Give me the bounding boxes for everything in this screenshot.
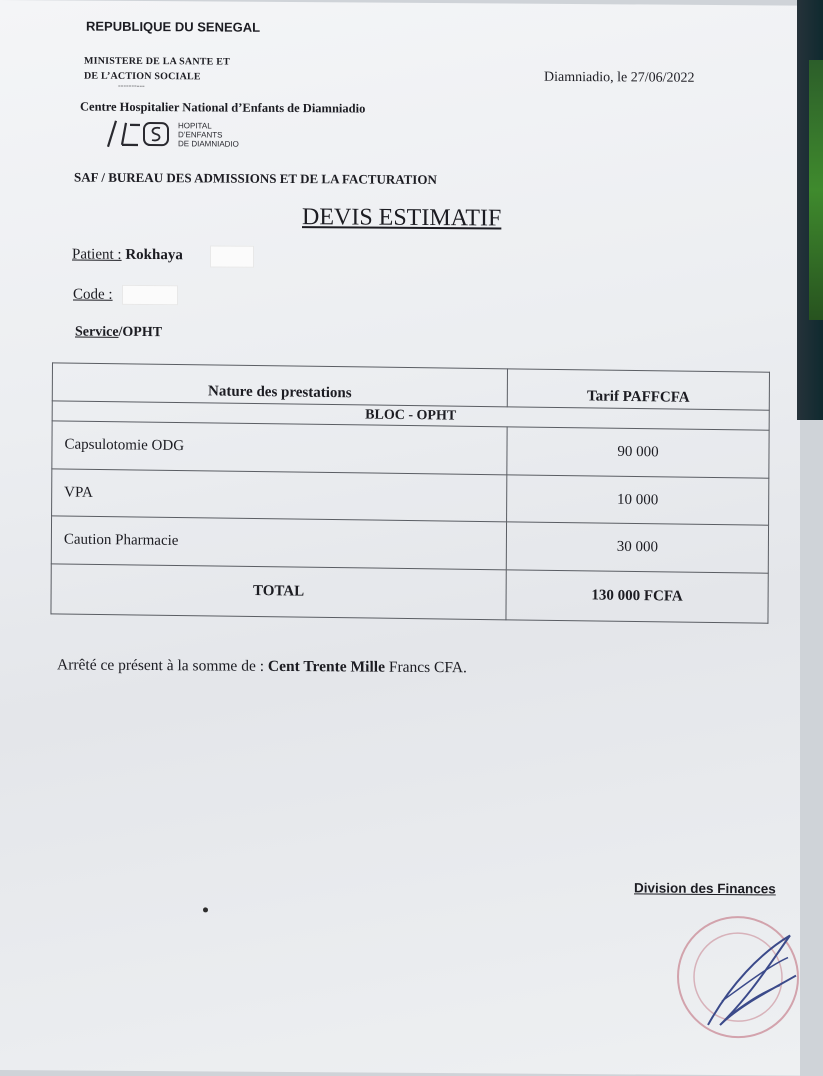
signature-block-title: Division des Finances <box>634 880 776 897</box>
official-stamp-icon <box>660 905 800 1046</box>
total-label: TOTAL <box>51 563 506 619</box>
ministry-line-1: MINISTERE DE LA SANTE ET <box>84 55 230 68</box>
ink-dot <box>203 907 208 912</box>
section-label: BLOC - OPHT <box>52 401 769 431</box>
service-field <box>75 325 162 342</box>
summary-amount: Cent Trente Mille <box>267 657 385 676</box>
row-label: Caution Pharmacie <box>51 516 506 569</box>
hospital-logo-icon <box>102 117 174 152</box>
country-heading: REPUBLIQUE DU SENEGAL <box>86 18 261 35</box>
row-amount: 90 000 <box>507 427 769 478</box>
separator: ---------- <box>118 80 145 91</box>
row-amount: 10 000 <box>507 475 769 526</box>
estimate-table <box>50 362 770 623</box>
col-header-nature: Nature des prestations <box>52 363 507 407</box>
patient-value: Rokhaya <box>125 246 183 264</box>
hospital-name: Centre Hospitalier National d’Enfants de Diamniadio <box>80 99 366 116</box>
patient-redaction <box>210 245 254 267</box>
patient-label: Patient : <box>72 246 122 263</box>
summary-prefix: Arrêté ce présent à la somme de : <box>57 656 265 675</box>
row-amount: 30 000 <box>506 522 768 573</box>
logo-caption: HOPITAL D’ENFANTS DE DIAMNIADIO <box>178 121 239 149</box>
document-date: Diamniadio, le 27/06/2022 <box>544 69 695 86</box>
office-heading: SAF / BUREAU DES ADMISSIONS ET DE LA FACTURATION <box>74 169 437 188</box>
code-redaction <box>122 285 178 305</box>
row-label: Capsulotomie ODG <box>52 421 507 474</box>
service-label: Service <box>75 324 119 340</box>
background-green-edge <box>809 60 823 320</box>
total-amount: 130 000 FCFA <box>506 569 768 623</box>
ministry-line-2: DE L’ACTION SOCIALE <box>84 70 201 83</box>
patient-field <box>72 247 183 265</box>
col-header-tarif: Tarif PAFFCFA <box>507 369 769 411</box>
page-title: DEVIS ESTIMATIF <box>302 204 502 232</box>
row-label: VPA <box>52 469 507 522</box>
code-label: Code : <box>73 286 113 303</box>
code-field <box>73 287 113 304</box>
total-row <box>51 563 768 623</box>
summary-suffix: Francs CFA. <box>388 658 467 677</box>
amount-in-words <box>57 656 467 677</box>
service-value: /OPHT <box>118 324 163 341</box>
